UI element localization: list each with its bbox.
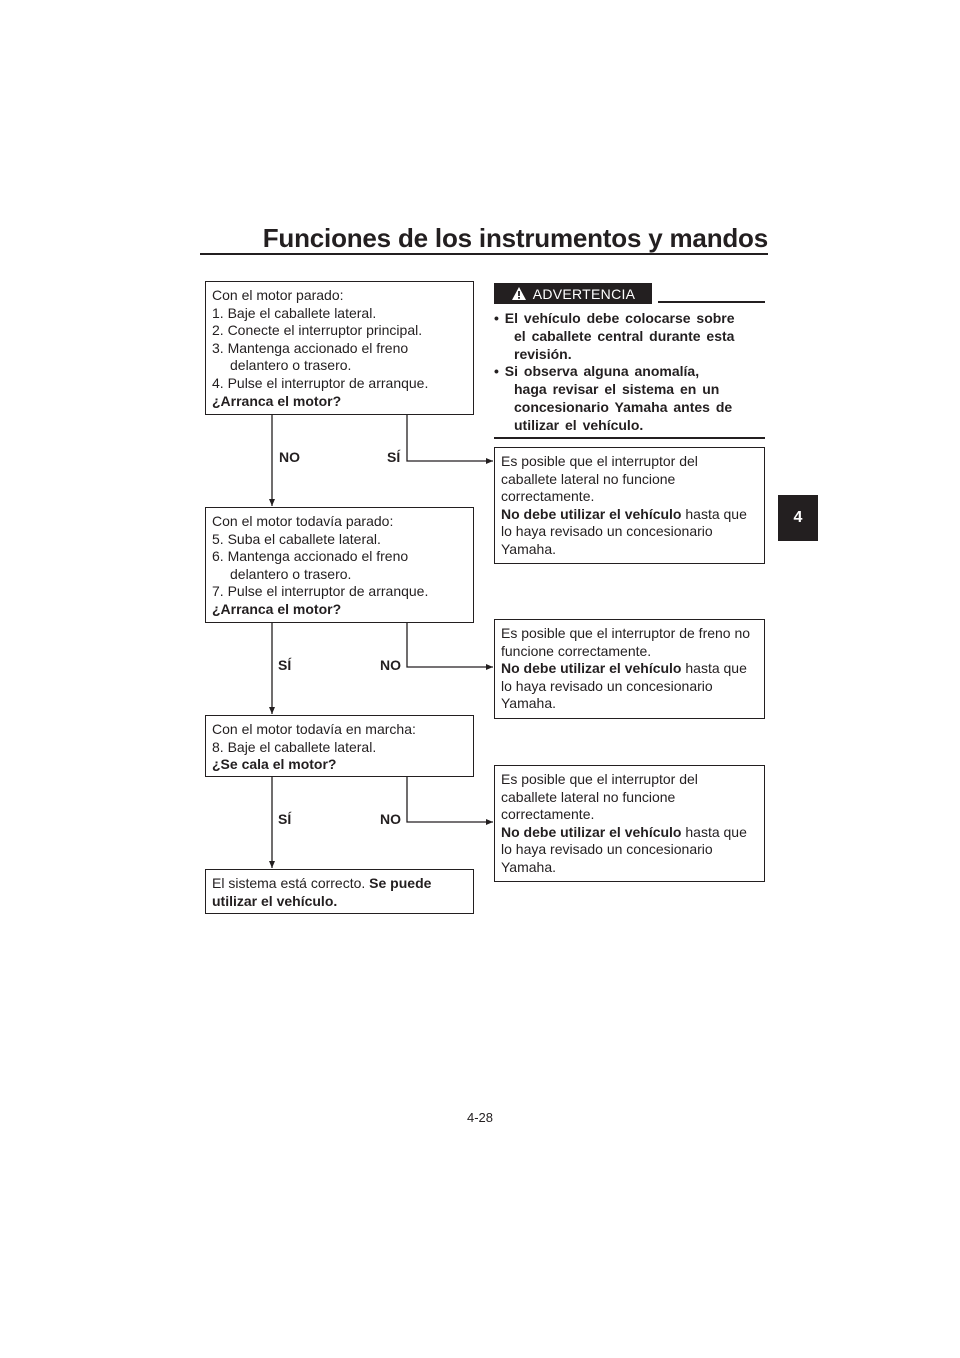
branch-label-si: SÍ: [278, 657, 292, 673]
final-text: El sistema está correcto.: [212, 875, 366, 891]
step2-line: 5. Suba el caballete lateral.: [212, 530, 381, 547]
step2-line: 6. Mantenga accionado el freno: [212, 548, 409, 565]
step1-box: [205, 281, 474, 415]
result1-line: correctamente.: [501, 488, 595, 505]
step1-line: 3. Mantenga accionado el freno: [212, 339, 409, 356]
page-title: Funciones de los instrumentos y mandos: [262, 223, 768, 253]
step3-question: ¿Se cala el motor?: [212, 756, 337, 773]
step2-line: delantero o trasero.: [230, 565, 352, 582]
connector-step1-result1: [407, 415, 493, 461]
warning-item-text: concesionario Yamaha antes de: [514, 398, 733, 415]
step1-line: 2. Conecte el interruptor principal.: [212, 322, 423, 339]
warning-item-text: • El vehículo debe colocarse sobre: [494, 310, 735, 326]
step1-line: 1. Baje el caballete lateral.: [212, 304, 377, 321]
connector-step3-result3: [407, 777, 493, 822]
result2-line: funcione correctamente.: [501, 642, 652, 659]
result2-line: Yamaha.: [501, 695, 556, 712]
result3-line: caballete lateral no funcione: [501, 788, 676, 805]
result1-line: lo haya revisado un concesionario: [501, 523, 713, 540]
result3-line: Es posible que el interruptor del: [501, 771, 698, 787]
step2-line: Con el motor todavía parado:: [212, 513, 394, 529]
branch-label-no: NO: [380, 811, 401, 827]
branch-label-si: SÍ: [278, 811, 292, 827]
warning-item: [494, 310, 754, 363]
branch-label-no: NO: [279, 449, 300, 465]
result2-line: Es posible que el interruptor de freno no: [501, 625, 751, 641]
result2-line: lo haya revisado un concesionario: [501, 677, 713, 694]
result3-line: lo haya revisado un concesionario: [501, 841, 713, 858]
result1-box: [494, 447, 765, 564]
page-number: 4-28: [466, 1110, 494, 1125]
warning-item-text: utilizar el vehículo.: [514, 416, 644, 433]
warning-item: [494, 363, 754, 434]
step2-question: ¿Arranca el motor?: [212, 600, 342, 617]
result1-line: Yamaha.: [501, 540, 556, 557]
final-bold: utilizar el vehículo.: [212, 892, 338, 909]
step2-line: 7. Pulse el interruptor de arranque.: [212, 583, 429, 600]
step3-line: 8. Baje el caballete lateral.: [212, 738, 377, 755]
warning-rule-bottom: [494, 437, 765, 439]
step3-line: Con el motor todavía en marcha:: [212, 721, 416, 737]
final-box: [205, 869, 474, 914]
result3-bold: No debe utilizar el vehículo: [501, 823, 682, 840]
warning-item-text: haga revisar el sistema en un: [514, 381, 720, 398]
warning-badge-label: ADVERTENCIA: [532, 285, 636, 302]
result2-bold: No debe utilizar el vehículo: [501, 660, 682, 677]
result3-line: Yamaha.: [501, 858, 556, 875]
result1-line: Es posible que el interruptor del: [501, 453, 698, 469]
result1-bold: No debe utilizar el vehículo: [501, 505, 682, 522]
warning-item-text: revisión.: [514, 345, 572, 362]
warning-rule-top: [658, 301, 765, 303]
chapter-tab[interactable]: 4: [778, 495, 818, 541]
step2-box: [205, 507, 474, 623]
warning-triangle-icon: [511, 286, 527, 301]
result3-rest: hasta que: [685, 823, 747, 840]
branch-label-si: SÍ: [387, 449, 401, 465]
result1-rest: hasta que: [685, 505, 747, 522]
connector-step2-result2: [407, 623, 493, 667]
branch-label-no: NO: [380, 657, 401, 673]
step1-line: 4. Pulse el interruptor de arranque.: [212, 374, 429, 391]
warning-item-text: el caballete central durante esta: [514, 327, 735, 344]
step1-line: Con el motor parado:: [212, 287, 344, 303]
warning-list: [494, 310, 754, 435]
result3-line: correctamente.: [501, 806, 595, 823]
result1-line: caballete lateral no funcione: [501, 470, 676, 487]
step1-question: ¿Arranca el motor?: [212, 392, 342, 409]
step1-line: delantero o trasero.: [230, 357, 352, 374]
step3-box: [205, 715, 474, 777]
warning-badge: [494, 283, 652, 304]
final-bold: Se puede: [369, 875, 432, 891]
result2-box: [494, 619, 765, 719]
result2-rest: hasta que: [685, 660, 747, 677]
result3-box: [494, 765, 765, 882]
warning-item-text: • Si observa alguna anomalía,: [494, 363, 700, 380]
